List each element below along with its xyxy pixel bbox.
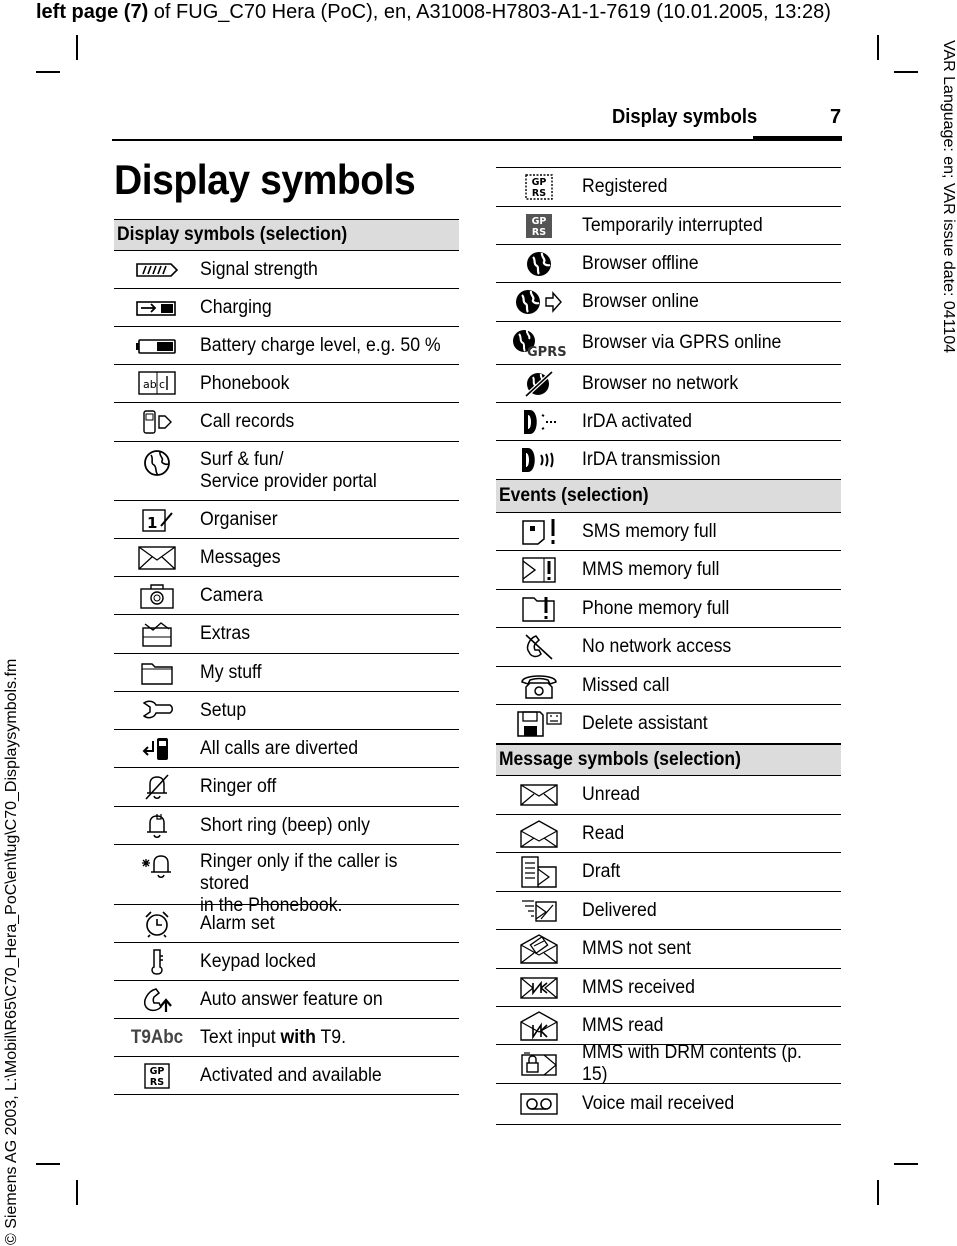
table-row-label: Missed call	[582, 674, 670, 696]
table-row	[114, 501, 459, 539]
mms-received-icon	[496, 975, 582, 1001]
floppy-icon	[496, 709, 582, 739]
table-row-label: Short ring (beep) only	[200, 814, 370, 836]
side-note-right	[937, 40, 957, 420]
irda-icon	[496, 407, 582, 437]
table-row-label: Temporarily interrupted	[582, 214, 763, 236]
globe-filled-icon	[496, 249, 582, 279]
telephone-icon	[496, 671, 582, 701]
table-row-label: Read	[582, 822, 625, 844]
table-row-label: MMS received	[582, 976, 695, 998]
t9-icon-text: T9Abc	[130, 1026, 184, 1048]
table-row-label: Browser via GPRS online	[582, 332, 782, 353]
no-network-icon	[496, 632, 582, 662]
table-row	[496, 283, 841, 322]
table-row	[496, 892, 841, 930]
page-title: Display symbols	[114, 156, 416, 203]
battery-icon	[114, 337, 200, 355]
table-row	[496, 705, 841, 744]
mms-not-sent-icon	[496, 933, 582, 965]
table-row	[114, 403, 459, 442]
svg-text:ab: ab	[143, 377, 157, 391]
table-row-label: Keypad locked	[200, 950, 316, 972]
table-row	[496, 969, 841, 1007]
irda-transmit-icon	[496, 445, 582, 475]
table-row	[114, 365, 459, 403]
bell-off-icon	[114, 772, 200, 802]
section-heading-text: Display symbols (selection)	[117, 224, 348, 245]
table-row-label: SMS memory full	[582, 520, 717, 542]
signal-strength-icon	[114, 261, 200, 279]
table-row	[114, 845, 459, 916]
table-row-label: Setup	[200, 699, 247, 721]
svg-text:RS: RS	[531, 188, 547, 199]
svg-text:RS: RS	[149, 1076, 165, 1088]
page-header	[36, 1, 831, 24]
globe-arrow-icon	[496, 287, 582, 317]
table-row-label: Delete assistant	[582, 713, 708, 734]
table-row-label: Activated and available	[200, 1064, 382, 1086]
envelope-icon	[114, 545, 200, 571]
table-row	[114, 615, 459, 654]
delivered-icon	[496, 897, 582, 925]
globe-icon	[114, 449, 200, 479]
table-row	[114, 442, 459, 501]
running-head: Display symbols	[612, 106, 758, 128]
mms-full-icon	[496, 555, 582, 585]
charging-icon	[114, 299, 200, 317]
header-rule	[112, 139, 842, 141]
table-row	[496, 667, 841, 705]
table-row	[496, 365, 841, 403]
table-row	[114, 692, 459, 730]
crop-mark	[36, 1163, 60, 1165]
table-row-label: My stuff	[200, 661, 262, 683]
crop-mark	[36, 71, 60, 73]
svg-text:GP: GP	[531, 177, 547, 188]
table-row-label: Extras	[200, 623, 251, 644]
crop-mark	[894, 71, 918, 73]
section-heading-text: Message symbols (selection)	[499, 749, 741, 770]
table-row	[496, 853, 841, 892]
table-row	[496, 551, 841, 590]
sms-full-icon	[496, 517, 582, 547]
crop-mark	[894, 1163, 918, 1165]
table-row-label: Camera	[200, 584, 263, 606]
table-row	[496, 403, 841, 441]
phone-memory-full-icon	[496, 594, 582, 624]
drm-icon	[496, 1050, 582, 1078]
globe-crossed-icon	[496, 369, 582, 399]
table-row-label: Ringer off	[200, 776, 277, 797]
table-row	[114, 289, 459, 327]
table-row	[496, 441, 841, 480]
table-row-label: Unread	[582, 784, 640, 805]
table-row	[114, 539, 459, 577]
table-row	[496, 207, 841, 245]
table-row-label: IrDA activated	[582, 410, 693, 432]
svg-text:GPRS: GPRS	[527, 345, 567, 360]
alarm-clock-icon	[114, 909, 200, 939]
table-row-label: Browser offline	[582, 252, 699, 274]
section-heading	[114, 219, 459, 251]
table-row	[496, 930, 841, 969]
label-part-bold: with	[280, 1026, 316, 1048]
table-row-label: All calls are diverted	[200, 737, 359, 759]
table-row-label: Surf & fun/ Service provider portal	[200, 449, 377, 492]
extras-icon	[114, 620, 200, 648]
table-row	[496, 628, 841, 667]
svg-text:1: 1	[147, 513, 158, 532]
table-row	[496, 1042, 841, 1085]
crop-mark	[76, 1180, 78, 1205]
table-row	[496, 815, 841, 853]
bell-star-icon	[114, 851, 200, 881]
table-row	[496, 513, 841, 551]
svg-text:RS: RS	[531, 226, 547, 238]
table-row-label: MMS read	[582, 1014, 664, 1036]
section-heading-text: Events (selection)	[499, 485, 649, 506]
side-note-left-text: © Siemens AG 2003, L:\Mobil\R65\C70_Hera_PoC\en\fug\C70_Displaysymbols.fm	[3, 658, 20, 1245]
table-row	[114, 1019, 459, 1057]
table-row	[496, 590, 841, 628]
table-row-label: Phone memory full	[582, 597, 730, 619]
table-row-label: Messages	[200, 546, 281, 568]
crop-mark	[76, 35, 78, 60]
page-number: 7	[830, 106, 842, 128]
table-row	[114, 654, 459, 692]
svg-text:c: c	[159, 377, 166, 391]
table-row	[114, 251, 459, 289]
camera-icon	[114, 582, 200, 610]
organiser-icon	[114, 506, 200, 534]
gprs-outline-icon	[114, 1063, 200, 1089]
table-row-label: Phonebook	[200, 372, 290, 394]
section-heading	[496, 744, 841, 776]
table-row-label: Alarm set	[200, 912, 275, 934]
key-icon	[114, 947, 200, 977]
divert-icon	[114, 735, 200, 763]
t9-icon	[114, 1027, 200, 1049]
svg-text:GP: GP	[149, 1065, 165, 1077]
table-row	[496, 322, 841, 365]
table-row	[114, 1057, 459, 1095]
table-row-label: MMS memory full	[582, 559, 720, 580]
voicemail-icon	[496, 1091, 582, 1117]
table-row	[496, 1084, 841, 1125]
table-row-label: Voice mail received	[582, 1093, 735, 1114]
table-row-label: Ringer only if the caller is stored in the Phonebook.	[200, 851, 398, 916]
envelope-open-icon	[496, 819, 582, 849]
table-row	[114, 943, 459, 981]
table-row	[496, 245, 841, 283]
section-heading	[496, 480, 841, 513]
table-row-label: Draft	[582, 861, 621, 882]
page-header-rest: of FUG_C70 Hera (PoC), en, A31008-H7803-A1-1-7619 (10.01.2005, 13:28)	[148, 1, 831, 23]
side-note-left	[3, 585, 23, 1245]
table-row-label: Signal strength	[200, 258, 318, 280]
table-row	[114, 981, 459, 1019]
mms-read-icon	[496, 1010, 582, 1042]
table-row-label	[200, 1027, 346, 1049]
svg-text:GP: GP	[531, 215, 547, 227]
table-row	[496, 168, 841, 207]
table-row-label: MMS not sent	[582, 938, 692, 959]
bell-beep-icon	[114, 811, 200, 841]
table-row-label: Auto answer feature on	[200, 988, 383, 1010]
side-note-right-text: VAR Language: en; VAR issue date: 041104	[940, 40, 957, 354]
page-header-prefix: left page (7)	[36, 1, 149, 23]
phonebook-icon	[114, 370, 200, 398]
table-row-label: Organiser	[200, 508, 278, 530]
table-row	[114, 768, 459, 807]
crop-mark	[877, 35, 879, 60]
table-row	[114, 730, 459, 768]
draft-icon	[496, 855, 582, 889]
wrench-icon	[114, 697, 200, 725]
table-row-label: No network access	[582, 636, 732, 657]
table-row-label: IrDA transmission	[582, 449, 721, 470]
table-row-label: MMS with DRM contents (p. 15)	[582, 1042, 802, 1085]
display-symbols-table	[114, 219, 459, 1095]
table-row-label: Charging	[200, 296, 272, 318]
folder-icon	[114, 659, 200, 687]
crop-mark	[877, 1180, 879, 1205]
table-row-label: Delivered	[582, 899, 657, 921]
call-records-icon	[114, 408, 200, 436]
table-row-label: Registered	[582, 176, 668, 197]
page-number-bar	[753, 136, 842, 141]
table-row	[114, 327, 459, 365]
table-row	[496, 776, 841, 815]
table-row	[114, 577, 459, 615]
label-part: T9.	[315, 1026, 347, 1048]
gprs-dotted-icon	[496, 174, 582, 200]
table-row	[496, 1007, 841, 1045]
envelope-closed-icon	[496, 782, 582, 808]
table-row-label: Battery charge level, e.g. 50 %	[200, 334, 441, 356]
table-row-label: Browser online	[582, 291, 699, 312]
gprs-filled-icon	[496, 213, 582, 239]
auto-answer-icon	[114, 985, 200, 1015]
symbols-table-continued	[496, 167, 841, 1125]
label-part: Text input	[200, 1026, 281, 1048]
table-row	[114, 807, 459, 845]
table-row-label: Browser no network	[582, 372, 739, 394]
table-row-label: Call records	[200, 411, 295, 432]
globe-gprs-icon	[496, 327, 582, 359]
